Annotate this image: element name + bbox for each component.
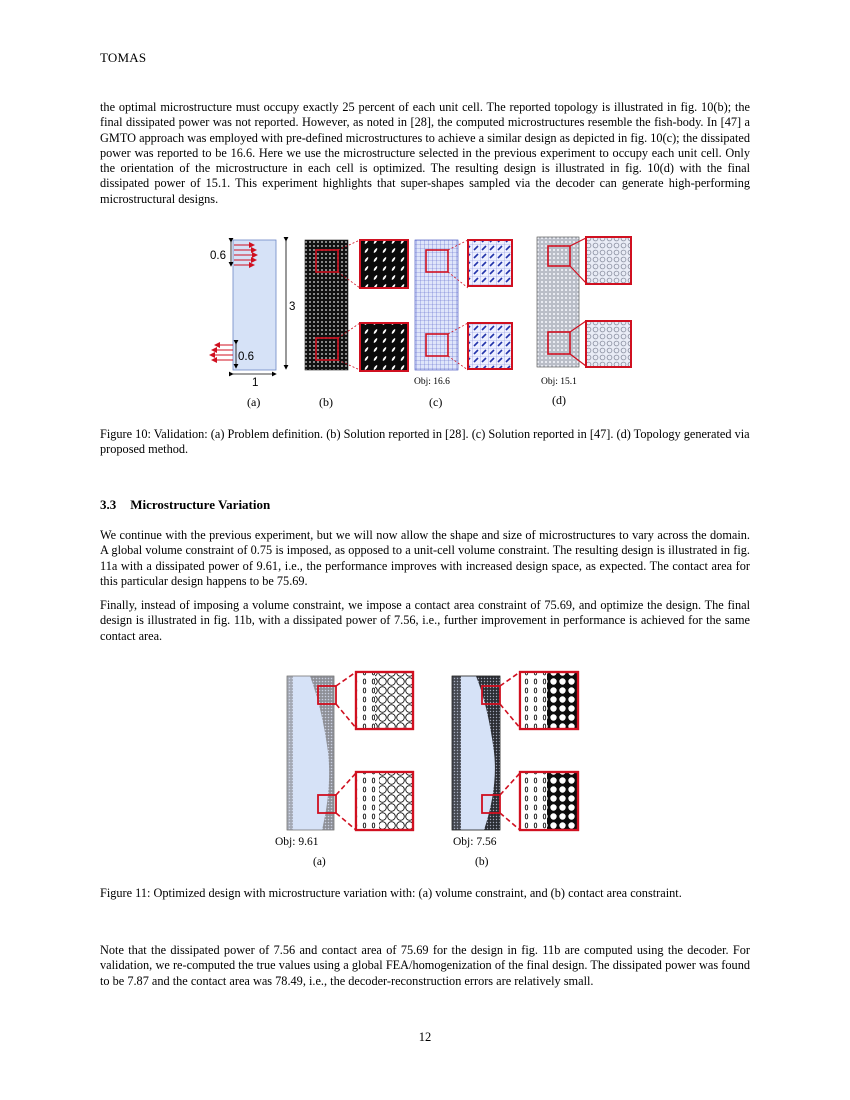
fig11-panel-a <box>275 672 413 868</box>
figure-10 <box>200 228 660 410</box>
section-number: 3.3 <box>100 497 117 512</box>
fig11-label-b: (b) <box>475 856 489 868</box>
figure-11 <box>270 668 600 870</box>
fig10-obj-d: Obj: 15.1 <box>541 377 577 387</box>
fig10-panel-a <box>210 240 295 409</box>
fig11-panel-b <box>452 672 578 868</box>
dim-width: 1 <box>252 377 259 389</box>
fig11-obj-b: Obj: 7.56 <box>453 836 497 848</box>
fig10-panel-c <box>414 240 512 409</box>
dim-height: 3 <box>289 301 296 313</box>
fig11-label-a: (a) <box>313 856 326 868</box>
section-heading <box>100 497 270 513</box>
fig10-label-d: (d) <box>552 393 566 407</box>
outlet-arrows-bottom <box>210 345 233 360</box>
fig10-obj-c: Obj: 16.6 <box>414 377 450 387</box>
dim-bottom-width: 0.6 <box>238 351 254 363</box>
paragraph-variation: We continue with the previous experiment, but we will now allow the shape and size of microstructures to vary across the domain. A global volume constraint of 0.75 is imposed, as opposed to a unit-cell volume constraint. The resulting design is illustrated in fig. 11a with a dissipated power of 9.61, i.e., the performance improves with increased design space, as expected. The contact area for this particular design happens to be 75.69. <box>100 528 750 588</box>
fig10-panel-b <box>305 240 408 409</box>
section-title: Microstructure Variation <box>130 497 271 512</box>
fig10-label-a: (a) <box>247 395 261 409</box>
paragraph-contact-area: Finally, instead of imposing a volume constraint, we impose a contact area constraint of 75.69, and optimize the design. The final design is illustrated in fig. 11b, with a dissipated power of 7.56, i.e., further improvement in performance is achieved for the same contact area. <box>100 598 750 643</box>
figure-10-caption: Figure 10: Validation: (a) Problem definition. (b) Solution reported in [28]. (c) Solution reported in [47]. (d) Topology generated via proposed method. <box>100 427 750 457</box>
figure-11-caption: Figure 11: Optimized design with microstructure variation with: (a) volume constraint, and (b) contact area constraint. <box>100 886 682 900</box>
fig11-obj-a: Obj: 9.61 <box>275 836 319 848</box>
paragraph-intro: the optimal microstructure must occupy exactly 25 percent of each unit cell. The reported topology is illustrated in fig. 10(b); the final dissipated power was not reported. However, as noted in [28], the computed microstructures resemble the fish-body. In [47] a GMTO approach was employed with pre-defined microstructures to achieve a similar design as depicted in fig. 10(c); the dissipated power was reported to be 16.6. Here we use the microstructure selected in the previous experiment to occupy each unit cell. Only the orientation of the microstructure in each cell is optimized. The resulting design is illustrated in fig. 10(d) with the final dissipated power of 15.1. This experiment highlights that super-shapes sampled via the decoder can generate high-performing microstructural designs. <box>100 100 750 206</box>
fig10-label-c: (c) <box>429 395 443 409</box>
page-number: 12 <box>418 1030 432 1044</box>
dim-top-width: 0.6 <box>210 250 226 262</box>
fig10-label-b: (b) <box>319 395 333 409</box>
running-header: TOMAS <box>100 50 147 65</box>
fig10-panel-d <box>537 237 631 407</box>
paragraph-validation: Note that the dissipated power of 7.56 and contact area of 75.69 for the design in fig. 11b are computed using the decoder. For validation, we re-computed the true values using a global FEA/homogenization of the final design. The dissipated power was found to be 7.87 and the contact area was 78.49, i.e., the decoder-reconstruction errors are relatively small. <box>100 943 750 988</box>
